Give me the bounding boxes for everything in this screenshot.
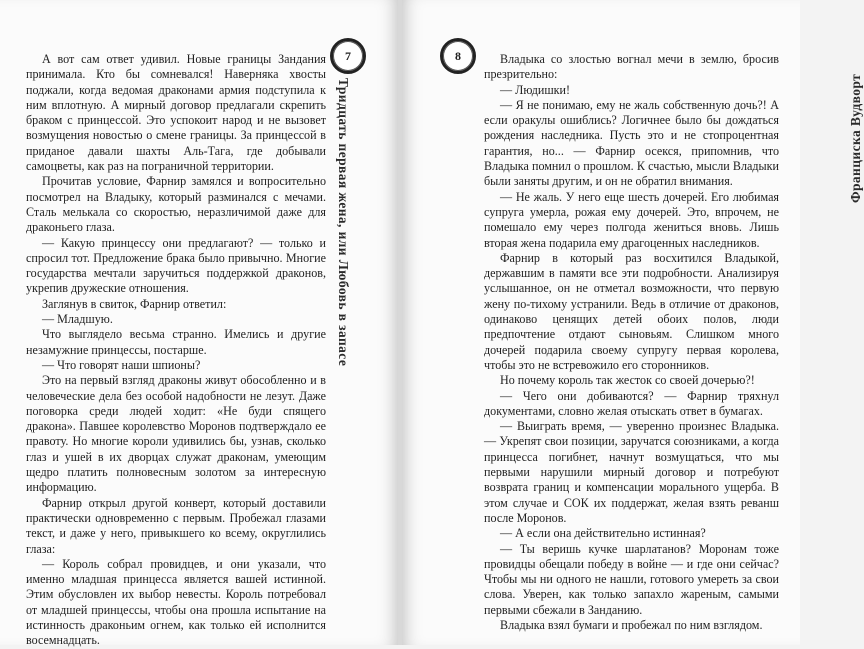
paragraph: Но почему король так жесток со своей дочерью?!	[500, 373, 755, 388]
page-number: 8	[455, 48, 461, 63]
paragraph: Фарнир в который раз восхитился Владыкой, державшим в памяти все эти подробности. Анализируя услышанное, он не отметал возможности, что первую жену по-тихому устранили. Ведь в отличие от драконов, одинаково ценящих детей обоих полов, люди предпочтение отдают сыновьям. Слишком много дочерей подарила своему супругу первая королева, чтобы это не встревожило его сторонников.	[484, 250, 779, 372]
running-head: Тридцать первая жена, или Любовь в запасе	[336, 78, 351, 367]
paragraph: — Король собрал провидцев, и они указали, что именно младшая принцесса является вашей истинной. Этим обусловлен их выбор невесты. Король потребовал от младшей принцессы, чтобы она прошла испытание на истинность драконьим огнем, как только ей исполнится восемнадцать.	[26, 556, 326, 648]
page-number-badge	[440, 38, 476, 74]
paragraph: Что выглядело весьма странно. Имелись и другие незамужние принцессы, постарше.	[26, 327, 326, 357]
page-number-badge	[330, 38, 366, 74]
paragraph: Владыка со злостью вогнал мечи в землю, бросив презрительно:	[484, 52, 779, 82]
page-number: 7	[345, 48, 351, 63]
paragraph: — Я не понимаю, ему не жаль собственную дочь?! А если оракулы ошиблись? Логичнее было бы дождаться рождения наследника. Пусть это и не стопроцентная гарантия, но... — Фарнир осекся, припомнив, что Владыка помнил о прошлом. К счастью, мысли Владыки были заняты другим, и он не обратил внимания.	[484, 97, 779, 189]
page-body	[26, 52, 326, 649]
paragraph: Прочитав условие, Фарнир замялся и вопросительно посмотрел на Владыку, который разминался с мечами. Сталь мелькала со скоростью, неразличимой даже для драконьего глаза.	[26, 174, 326, 235]
left-page	[0, 0, 398, 648]
right-page	[402, 0, 863, 645]
running-head: Франциска Вудворт	[848, 74, 863, 204]
page-body	[484, 52, 779, 633]
paragraph: — А если она действительно истинная?	[500, 526, 706, 541]
paragraph: Это на первый взгляд драконы живут обособленно и в человеческие дела без особой надобности не лезут. Даже поговорка среди людей ходит: «Не буди спящего дракона». Павшее королевство Моронов подтверждало ее правоту. Но многие короли удивились бы, узнав, сколько глаз и ушей в их дворцах служат драконам, умеющим щедро платить полновесным золотом за интересную информацию.	[26, 373, 326, 495]
paragraph: — Что говорят наши шпионы?	[42, 357, 201, 372]
paragraph: Владыка взял бумаги и пробежал по ним взглядом.	[500, 617, 763, 632]
paragraph: — Выиграть время, — уверенно произнес Владыка. — Укрепят свои позиции, заручатся союзниками, а когда принцесса погибнет, начнут возмущаться, что мы первыми нарушили мирный договор и потребуют возврата границ и компенсации морального ущерба. В этом случае и СОК их поддержат, желая взять реванш после Моронов.	[484, 419, 779, 525]
paragraph: Заглянув в свиток, Фарнир ответил:	[42, 296, 227, 311]
paragraph: — Людишки!	[500, 82, 571, 97]
paragraph: — Чего они добиваются? — Фарнир тряхнул документами, словно желая отыскать ответ в бумагах.	[484, 388, 779, 418]
paragraph: — Ты веришь кучке шарлатанов? Моронам тоже провидцы обещали победу в войне — и где они сейчас? Чтобы мы ни одного не нашли, готового умереть за свои слова. Уверен, как только запахло жареным, самыми первыми сбежали в Занданию.	[484, 541, 779, 617]
paragraph: Фарнир открыл другой конверт, который доставили практически одновременно с первым. Пробежал глазами текст, и даже у него, привыкшего ко всему, округлились глаза:	[26, 495, 326, 556]
paragraph: — Младшую.	[42, 312, 113, 327]
paragraph: А вот сам ответ удивил. Новые границы Зандания принимала. Кто бы сомневался! Наверняка хвосты поджали, когда ведомая драконами армия подступила к ним вплотную. А мирный договор предлагали скрепить браком с принцессой. Это успокоит народ и не вызовет возмущения новостью о смене границы. За принцессой в приданое давали шахты Аль-Тага, где добывали самоцветы, как раз на пограничной территории.	[26, 52, 326, 174]
paragraph: — Не жаль. У него еще шесть дочерей. Его любимая супруга умерла, рожая ему дочерей. Это, впрочем, не помешало ему через полгода жениться вновь. Лишь вторая жена подарила ему драгоценных наследников.	[484, 189, 779, 250]
paragraph: — Какую принцессу они предлагают? — только и спросил тот. Предложение брака было привычно. Многие государства мечтали заручиться поддержкой драконов, укрепив дружеские отношения.	[26, 235, 326, 296]
